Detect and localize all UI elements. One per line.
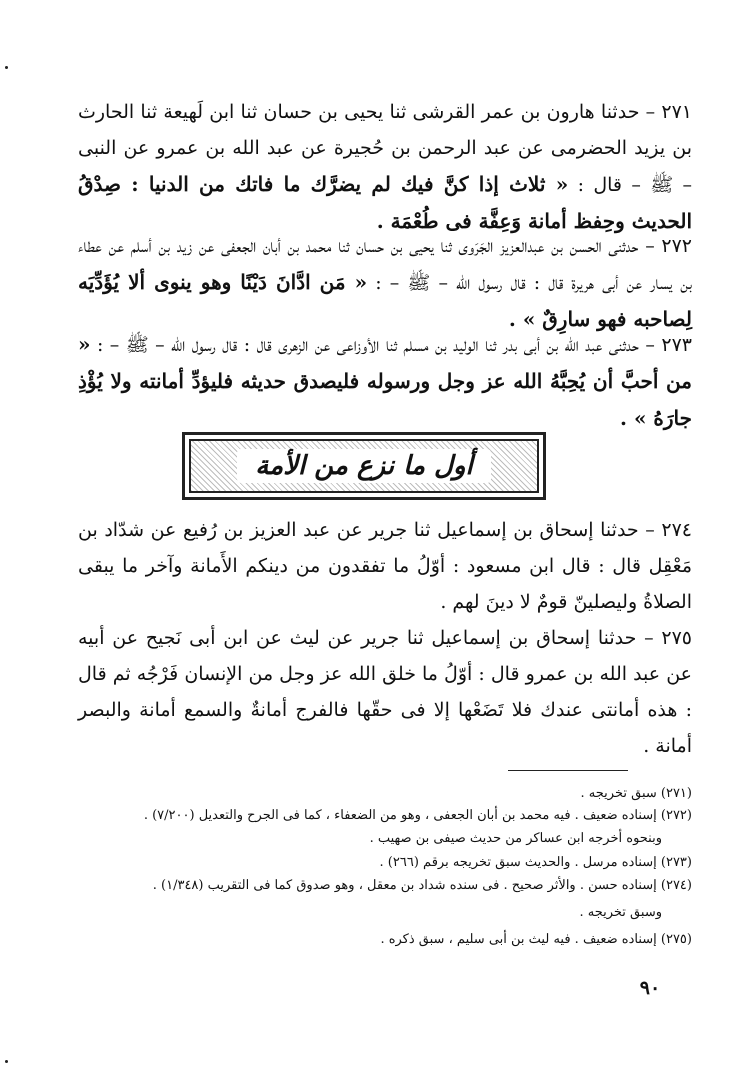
footnote-272: (٢٧٢) إسناده ضعيف . فيه محمد بن أبان الجعفى ، وهو من الضعفاء ، كما فى الجرح والتعديل (٧/٢٠٠) . <box>143 808 692 823</box>
footnote-275: (٢٧٥) إسناده ضعيف . فيه ليث بن أبى سليم ، سبق ذكره . <box>380 932 692 947</box>
hadith-271-matn: « ثلاث إذا كنَّ فيك لم يضرَّك ما فاتك من الدنيا : صِدْقُ الحديث وحِفظ أمانة وَعِفَّة فى طُعْمَة . <box>78 172 692 233</box>
hadith-274-text: ٢٧٤ – حدثنا إسحاق بن إسماعيل ثنا جرير عن عبد العزيز بن رُفيع عن شدّاد بن مَعْقِل قال : قال ابن مسعود : أوّلُ ما تفقدون من دينكم الأَمانة وآخر ما يبقى الصلاةُ وليصلينّ قومٌ لا دينَ لهم . <box>78 519 692 613</box>
footnote-272-continuation: وبنحوه أخرجه ابن عساكر من حديث صيفى بن صهيب . <box>369 831 662 846</box>
footnote-274-continuation: وسبق تخريجه . <box>579 905 662 920</box>
footnote-274: (٢٧٤) إسناده حسن . والأثر صحيح . فى سنده شداد بن معقل ، وهو صدوق كما فى التقريب (١/٣٤٨) . <box>152 878 692 893</box>
scan-speck <box>5 66 8 69</box>
hadith-272-isnad: ٢٧٢ – حدثنى الحسن بن عبدالعزيز الجَرَوى ثنا يحيى بن حسان ثنا محمد بن أبان الجعفى عن زيد بن أسلم عن عطاء بن يسار عن أبى هريرة قال : قال رسول الله – ﷺ – : <box>78 235 692 294</box>
hadith-271-isnad: ٢٧١ – حدثنا هارون بن عمر القرشى ثنا يحيى بن حسان ثنا ابن لَهيعة ثنا الحارث بن يزيد الحضرمى عن عبد الرحمن بن حُجيرة عن عبد الله بن عمرو عن النبى – ﷺ – قال : <box>78 101 692 196</box>
scan-speck <box>5 1060 8 1063</box>
section-title-frame <box>182 432 546 500</box>
footnote-273: (٢٧٣) إسناده مرسل . والحديث سبق تخريجه برقم (٢٦٦) . <box>379 855 692 870</box>
section-title: أول ما نزع من الأمة <box>237 449 490 483</box>
section-title-ornament <box>189 439 539 493</box>
hadith-274 <box>78 512 692 620</box>
hadith-275 <box>78 620 692 764</box>
hadith-273-isnad: ٢٧٣ – حدثنى عبد الله بن أبى بدر ثنا الوليد بن مسلم ثنا الأوزاعى عن الزهرى قال : قال رسول الله – ﷺ – : <box>96 334 692 356</box>
footnote-separator <box>508 770 628 771</box>
hadith-271 <box>78 94 692 240</box>
hadith-275-text: ٢٧٥ – حدثنا إسحاق بن إسماعيل ثنا جرير عن ليث عن ابن أبى نَجيح عن أبيه عن عبد الله بن عمرو قال : أوّلُ ما خلق الله عز وجل من الإنسان فَرْجُه ثم قال : هذه أمانتى عندك فلا تَضَعْها إلا فى حقّها فالفرج أمانةٌ والسمع أمانة والبصر أمانة . <box>78 627 692 757</box>
page-number: ٩٠ <box>639 977 661 999</box>
hadith-272 <box>78 228 692 338</box>
hadith-273-matn: « من أحبَّ أن يُحِبَّهُ الله عز وجل ورسوله فليصدق حديثه فليؤدِّ أمانته ولا يُؤْذِ جارَهُ » . <box>78 332 692 430</box>
hadith-273 <box>78 326 692 437</box>
hadith-272-matn: « مَن ادَّانَ دَيْنًا وهو ينوى ألا يُؤَدِّيَه لِصاحبه فهو سارِقٌ » . <box>78 270 692 331</box>
footnote-271: (٢٧١) سبق تخريجه . <box>580 786 692 801</box>
